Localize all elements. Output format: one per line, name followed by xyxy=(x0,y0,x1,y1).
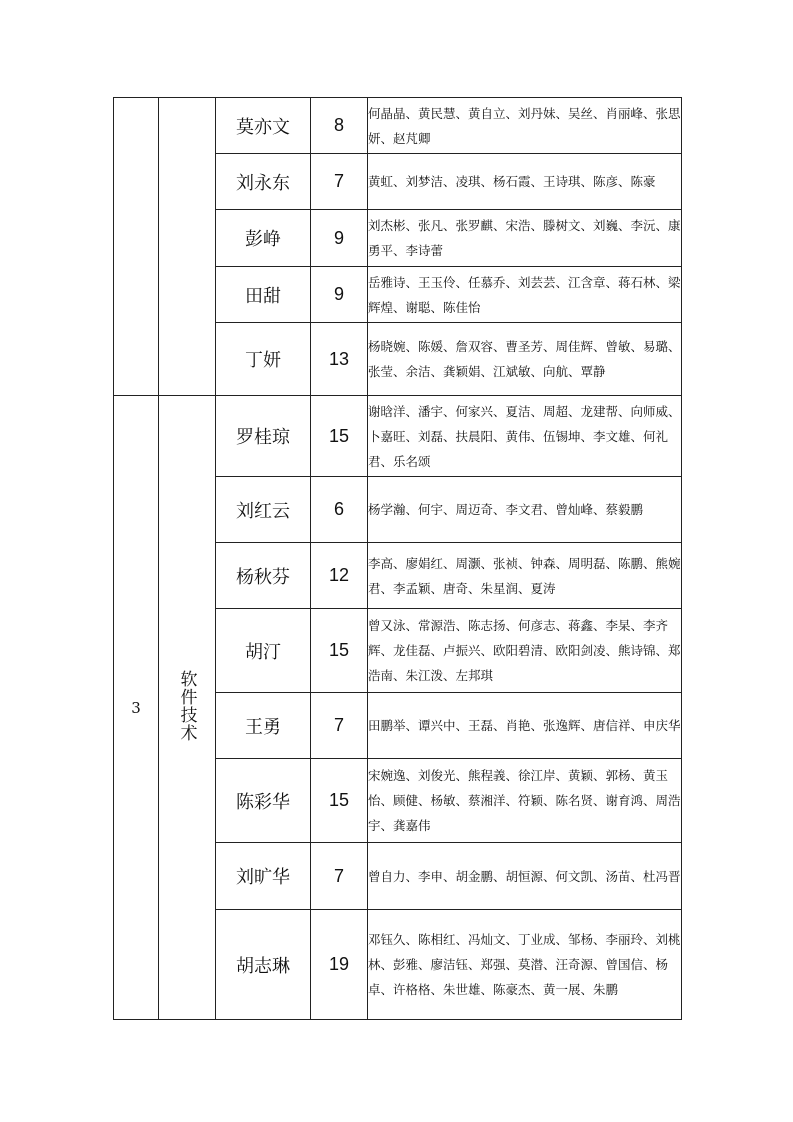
student-count-cell: 15 xyxy=(311,759,368,843)
student-names-cell: 何晶晶、黄民慧、黄自立、刘丹妹、吴丝、肖丽峰、张思妍、赵芃卿 xyxy=(368,98,682,154)
student-names-cell: 杨晓婉、陈媛、詹双容、曹圣芳、周佳辉、曾敏、易璐、张莹、余洁、龚颖娟、江斌敏、向航、覃静 xyxy=(368,323,682,396)
student-count-cell: 9 xyxy=(311,267,368,323)
student-count-cell: 15 xyxy=(311,396,368,477)
student-names-cell: 刘杰彬、张凡、张罗麒、宋浩、滕树文、刘巍、李沅、康勇平、李诗蕾 xyxy=(368,210,682,267)
student-count-cell: 15 xyxy=(311,609,368,693)
teacher-name-cell: 杨秋芬 xyxy=(216,543,311,609)
group-number-cell xyxy=(114,98,159,396)
major-cell xyxy=(159,98,216,396)
teacher-name-cell: 刘永东 xyxy=(216,154,311,210)
major-name: 软件技术 xyxy=(176,669,197,742)
teacher-name-cell: 莫亦文 xyxy=(216,98,311,154)
student-count-cell: 9 xyxy=(311,210,368,267)
table-body xyxy=(114,98,682,1020)
teacher-name-cell: 罗桂琼 xyxy=(216,396,311,477)
student-names-cell: 田鹏举、谭兴中、王磊、肖艳、张逸辉、唐信祥、申庆华 xyxy=(368,693,682,759)
teacher-name-cell: 田甜 xyxy=(216,267,311,323)
student-count-cell: 19 xyxy=(311,910,368,1020)
student-names-cell: 邓钰久、陈相红、冯灿文、丁业成、邹杨、李丽玲、刘桃林、彭雅、廖洁钰、郑强、莫潜、汪奇源、曾国信、杨卓、许格格、朱世雄、陈豪杰、黄一展、朱鹏 xyxy=(368,910,682,1020)
teacher-name-cell: 彭峥 xyxy=(216,210,311,267)
teacher-name-cell: 胡志琳 xyxy=(216,910,311,1020)
group-number-cell: 3 xyxy=(114,396,159,1020)
teacher-name-cell: 丁妍 xyxy=(216,323,311,396)
student-count-cell: 12 xyxy=(311,543,368,609)
student-count-cell: 6 xyxy=(311,477,368,543)
student-names-cell: 曾自力、李申、胡金鹏、胡恒源、何文凯、汤苗、杜冯晋 xyxy=(368,843,682,910)
student-names-cell: 岳雅诗、王玉伶、任慕乔、刘芸芸、江含章、蒋石林、梁辉煌、谢聪、陈佳怡 xyxy=(368,267,682,323)
student-names-cell: 谢晗洋、潘宇、何家兴、夏洁、周超、龙建帮、向师威、卜嘉旺、刘磊、扶晨阳、黄伟、伍锡坤、李文雄、何礼君、乐名颂 xyxy=(368,396,682,477)
student-names-cell: 李高、廖娟红、周灏、张祯、钟森、周明磊、陈鹏、熊婉君、李孟颖、唐奇、朱星润、夏涛 xyxy=(368,543,682,609)
student-count-cell: 8 xyxy=(311,98,368,154)
student-assignment-table xyxy=(113,97,682,1020)
student-count-cell: 13 xyxy=(311,323,368,396)
teacher-name-cell: 王勇 xyxy=(216,693,311,759)
table-row xyxy=(114,396,682,477)
student-count-cell: 7 xyxy=(311,154,368,210)
student-count-cell: 7 xyxy=(311,693,368,759)
student-names-cell: 杨学瀚、何宇、周迈奇、李文君、曾灿峰、蔡毅鹏 xyxy=(368,477,682,543)
student-names-cell: 黄虹、刘梦洁、凌琪、杨石霞、王诗琪、陈彦、陈豪 xyxy=(368,154,682,210)
teacher-name-cell: 刘旷华 xyxy=(216,843,311,910)
student-count-cell: 7 xyxy=(311,843,368,910)
teacher-name-cell: 刘红云 xyxy=(216,477,311,543)
teacher-name-cell: 胡汀 xyxy=(216,609,311,693)
student-names-cell: 曾又泳、常源浩、陈志扬、何彦志、蒋鑫、李杲、李齐辉、龙佳磊、卢振兴、欧阳碧清、欧阳剑凌、熊诗锦、郑浩南、朱江泼、左邦琪 xyxy=(368,609,682,693)
teacher-name-cell: 陈彩华 xyxy=(216,759,311,843)
student-names-cell: 宋婉逸、刘俊光、熊程義、徐江岸、黄颖、郭杨、黄玉怡、顾健、杨敏、蔡湘洋、符颖、陈名贤、谢育鸿、周浩宇、龚嘉伟 xyxy=(368,759,682,843)
table-row xyxy=(114,98,682,154)
major-cell xyxy=(159,396,216,1020)
